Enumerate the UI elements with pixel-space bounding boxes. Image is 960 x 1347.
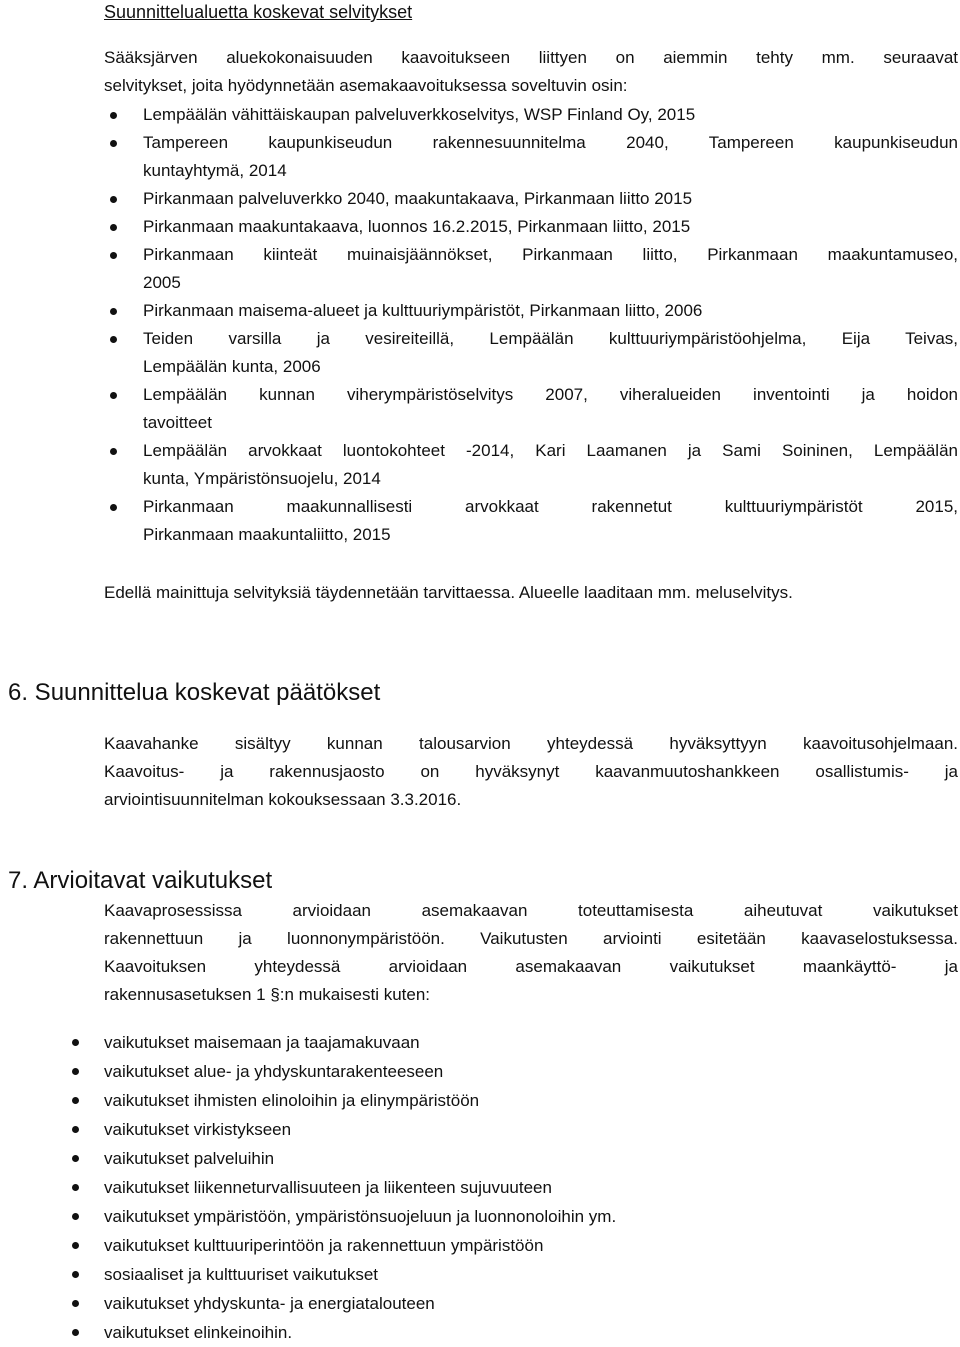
list-item (104, 1173, 958, 1202)
bullet-icon (110, 448, 117, 455)
list-item-line: Lempäälän arvokkaat luontokohteet -2014, Kari Laamanen ja Sami Soininen, Lempäälän (143, 441, 958, 460)
list-item (104, 1086, 958, 1115)
list-item-line: Tampereen kaupunkiseudun rakennesuunnitelma 2040, Tampereen kaupunkiseudun (143, 133, 958, 152)
list-item-label: vaikutukset alue- ja yhdyskuntarakenteeseen (104, 1062, 444, 1081)
bullet-icon (110, 196, 117, 203)
list-item-line: Lempäälän kunnan viherympäristöselvitys 2007, viheralueiden inventointi ja hoidon (143, 385, 958, 404)
section-6-paragraph (104, 730, 958, 814)
list-item-line: tavoitteet (143, 413, 212, 432)
list-item-label: vaikutukset liikenneturvallisuuteen ja liikenteen sujuvuuteen (104, 1178, 552, 1197)
impacts-list (104, 1028, 958, 1347)
bullet-icon (110, 392, 117, 399)
intro-heading: Suunnittelualuetta koskevat selvitykset (104, 2, 413, 22)
paragraph-line: Edellä mainittuja selvityksiä täydennetään tarvittaessa. Alueelle laaditaan mm. meluselvitys. (104, 583, 793, 602)
list-item-line: Pirkanmaan maakuntaliitto, 2015 (143, 525, 391, 544)
list-item (104, 1231, 958, 1260)
list-item (143, 437, 958, 493)
list-item-label: vaikutukset ympäristöön, ympäristönsuojeluun ja luonnonoloihin ym. (104, 1207, 617, 1226)
list-item (104, 1057, 958, 1086)
list-item (143, 297, 958, 325)
list-item-line: Pirkanmaan palveluverkko 2040, maakuntakaava, Pirkanmaan liitto 2015 (143, 189, 693, 208)
list-item-line: kuntayhtymä, 2014 (143, 161, 287, 180)
paragraph-line: Sääksjärven aluekokonaisuuden kaavoitukseen liittyen on aiemmin tehty mm. seuraavat (104, 48, 958, 67)
closing-paragraph (104, 579, 958, 607)
list-item-label: vaikutukset ihmisten elinoloihin ja elinympäristöön (104, 1091, 480, 1110)
bullet-icon (72, 1155, 79, 1162)
list-item (143, 213, 958, 241)
bullet-icon (72, 1300, 79, 1307)
paragraph-line: arviointisuunnitelman kokouksessaan 3.3.2016. (104, 790, 462, 809)
list-item (104, 1318, 958, 1347)
list-item (104, 1115, 958, 1144)
list-item (143, 381, 958, 437)
section-7-heading: 7. Arvioitavat vaikutukset (8, 867, 273, 894)
bullet-icon (72, 1213, 79, 1220)
paragraph-line: rakennettuun ja luonnonympäristöön. Vaikutusten arviointi esitetään kaavaselostuksessa. (104, 929, 958, 948)
list-item-label: vaikutukset kulttuuriperintöön ja rakennettuun ympäristöön (104, 1236, 544, 1255)
bullet-icon (72, 1097, 79, 1104)
list-item-label: vaikutukset maisemaan ja taajamakuvaan (104, 1033, 420, 1052)
list-item (143, 241, 958, 297)
list-item-line: Lempäälän kunta, 2006 (143, 357, 321, 376)
list-item-line: Pirkanmaan maisema-alueet ja kulttuuriympäristöt, Pirkanmaan liitto, 2006 (143, 301, 703, 320)
list-item (104, 1289, 958, 1318)
list-item-label: vaikutukset elinkeinoihin. (104, 1323, 293, 1342)
list-item (143, 325, 958, 381)
bullet-icon (72, 1039, 79, 1046)
list-item (143, 493, 958, 549)
bullet-icon (110, 112, 117, 119)
list-item (143, 129, 958, 185)
list-item (143, 185, 958, 213)
paragraph-line: Kaavoituksen yhteydessä arvioidaan asemakaavan vaikutukset maankäyttö- ja (104, 957, 958, 976)
bullet-icon (72, 1126, 79, 1133)
list-item-line: kunta, Ympäristönsuojelu, 2014 (143, 469, 381, 488)
list-item (104, 1144, 958, 1173)
list-item-line: Lempäälän vähittäiskaupan palveluverkkoselvitys, WSP Finland Oy, 2015 (143, 105, 696, 124)
list-item-line: Teiden varsilla ja vesireiteillä, Lempäälän kulttuuriympäristöohjelma, Eija Teivas, (143, 329, 958, 348)
surveys-list (143, 101, 958, 549)
bullet-icon (110, 252, 117, 259)
list-item (104, 1202, 958, 1231)
bullet-icon (110, 336, 117, 343)
paragraph-line: Kaavahanke sisältyy kunnan talousarvion yhteydessä hyväksyttyyn kaavoitusohjelmaan. (104, 734, 958, 753)
list-item-line: Pirkanmaan kiinteät muinaisjäännökset, Pirkanmaan liitto, Pirkanmaan maakuntamuseo, (143, 245, 958, 264)
list-item-line: Pirkanmaan maakunnallisesti arvokkaat rakennetut kulttuuriympäristöt 2015, (143, 497, 958, 516)
list-item-label: vaikutukset palveluihin (104, 1149, 275, 1168)
paragraph-line: selvitykset, joita hyödynnetään asemakaavoituksessa soveltuvin osin: (104, 76, 628, 95)
list-item-label: vaikutukset virkistykseen (104, 1120, 292, 1139)
bullet-icon (110, 140, 117, 147)
list-item-label: vaikutukset yhdyskunta- ja energiatalouteen (104, 1294, 435, 1313)
bullet-icon (72, 1068, 79, 1075)
bullet-icon (72, 1271, 79, 1278)
paragraph-line: rakennusasetuksen 1 §:n mukaisesti kuten: (104, 985, 431, 1004)
list-item-label: sosiaaliset ja kulttuuriset vaikutukset (104, 1265, 379, 1284)
bullet-icon (110, 224, 117, 231)
paragraph-line: Kaavoitus- ja rakennusjaosto on hyväksynyt kaavanmuutoshankkeen osallistumis- ja (104, 762, 958, 781)
list-item (104, 1260, 958, 1289)
bullet-icon (110, 504, 117, 511)
section-7-paragraph (104, 897, 958, 1009)
section-6-heading: 6. Suunnittelua koskevat päätökset (8, 679, 381, 706)
bullet-icon (110, 308, 117, 315)
bullet-icon (72, 1242, 79, 1249)
intro-paragraph (104, 44, 958, 100)
bullet-icon (72, 1184, 79, 1191)
list-item (143, 101, 958, 129)
list-item-line: Pirkanmaan maakuntakaava, luonnos 16.2.2015, Pirkanmaan liitto, 2015 (143, 217, 691, 236)
paragraph-line: Kaavaprosessissa arvioidaan asemakaavan toteuttamisesta aiheutuvat vaikutukset (104, 901, 958, 920)
bullet-icon (72, 1329, 79, 1336)
list-item-line: 2005 (143, 273, 181, 292)
list-item (104, 1028, 958, 1057)
